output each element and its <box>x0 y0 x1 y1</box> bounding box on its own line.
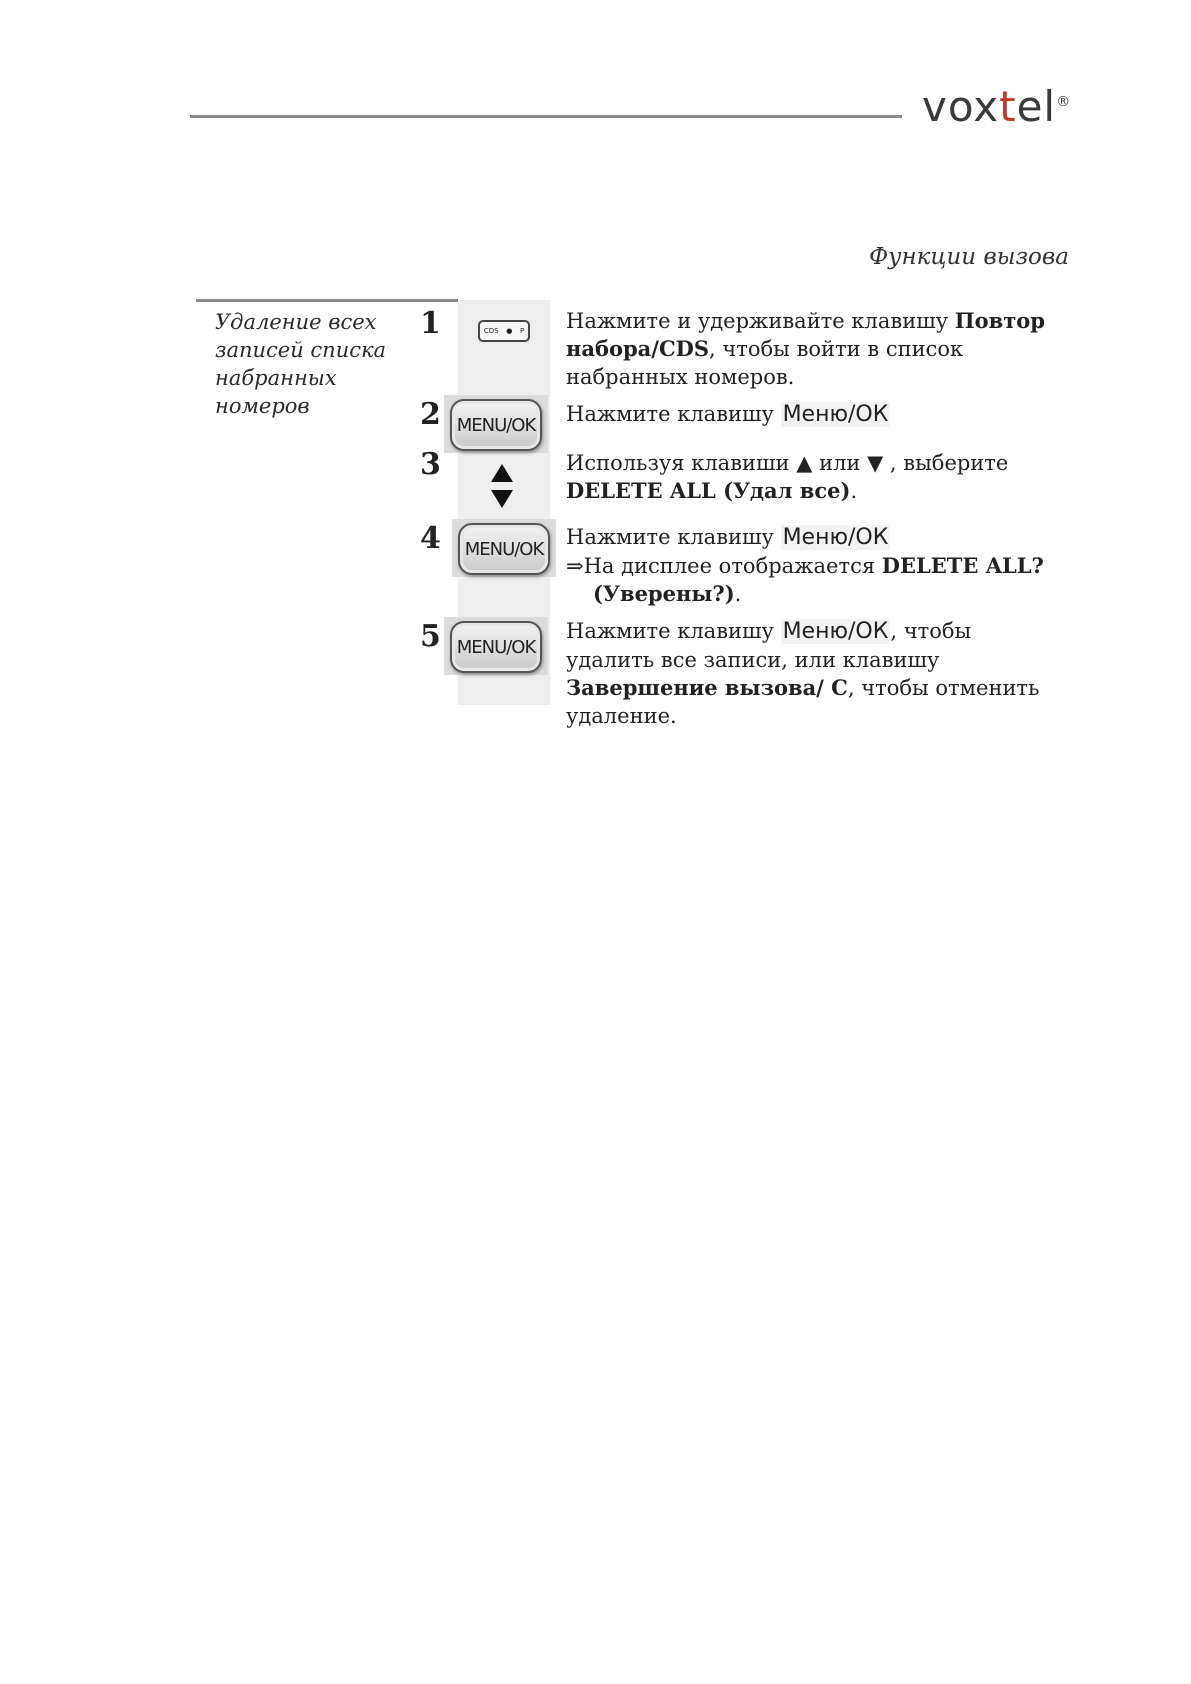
up-down-arrows-icon <box>490 462 514 510</box>
voxtel-logo: voxtel® <box>922 82 1072 131</box>
step-text-4: Нажмите клавишу Меню/ОК ⇒На дисплее отображается DELETE ALL? (Уверены?). <box>566 525 1044 606</box>
menu-ok-key-icon: MENU/OK <box>450 621 542 673</box>
step-number-1: 1 <box>420 306 441 341</box>
step-text-1: Нажмите и удерживайте клавишу Повтор набора/CDS, чтобы войти в список набранных номеров. <box>566 308 1045 389</box>
header-rule <box>190 115 902 118</box>
step-number-2: 2 <box>420 397 441 432</box>
side-label: Удаление всех записей списка набранных номеров <box>215 310 387 418</box>
step-text-2: Нажмите клавишу Меню/ОК <box>566 402 889 427</box>
step-number-5: 5 <box>420 619 441 654</box>
side-rule <box>196 299 458 302</box>
redial-cds-key-icon: CDS ● P <box>478 320 530 342</box>
menu-ok-key-icon: MENU/OK <box>458 523 550 575</box>
menu-ok-key-icon: MENU/OK <box>450 399 542 451</box>
step-number-4: 4 <box>420 521 441 556</box>
section-title: Функции вызова <box>869 244 1069 270</box>
step-text-3: Используя клавиши ▲ или ▼ , выберите DELETE ALL (Удал все). <box>566 451 1009 503</box>
step-text-5: Нажмите клавишу Меню/ОК, чтобы удалить все записи, или клавишу Завершение вызова/ С, чтобы отменить удаление. <box>566 619 1040 728</box>
step-number-3: 3 <box>420 447 441 482</box>
